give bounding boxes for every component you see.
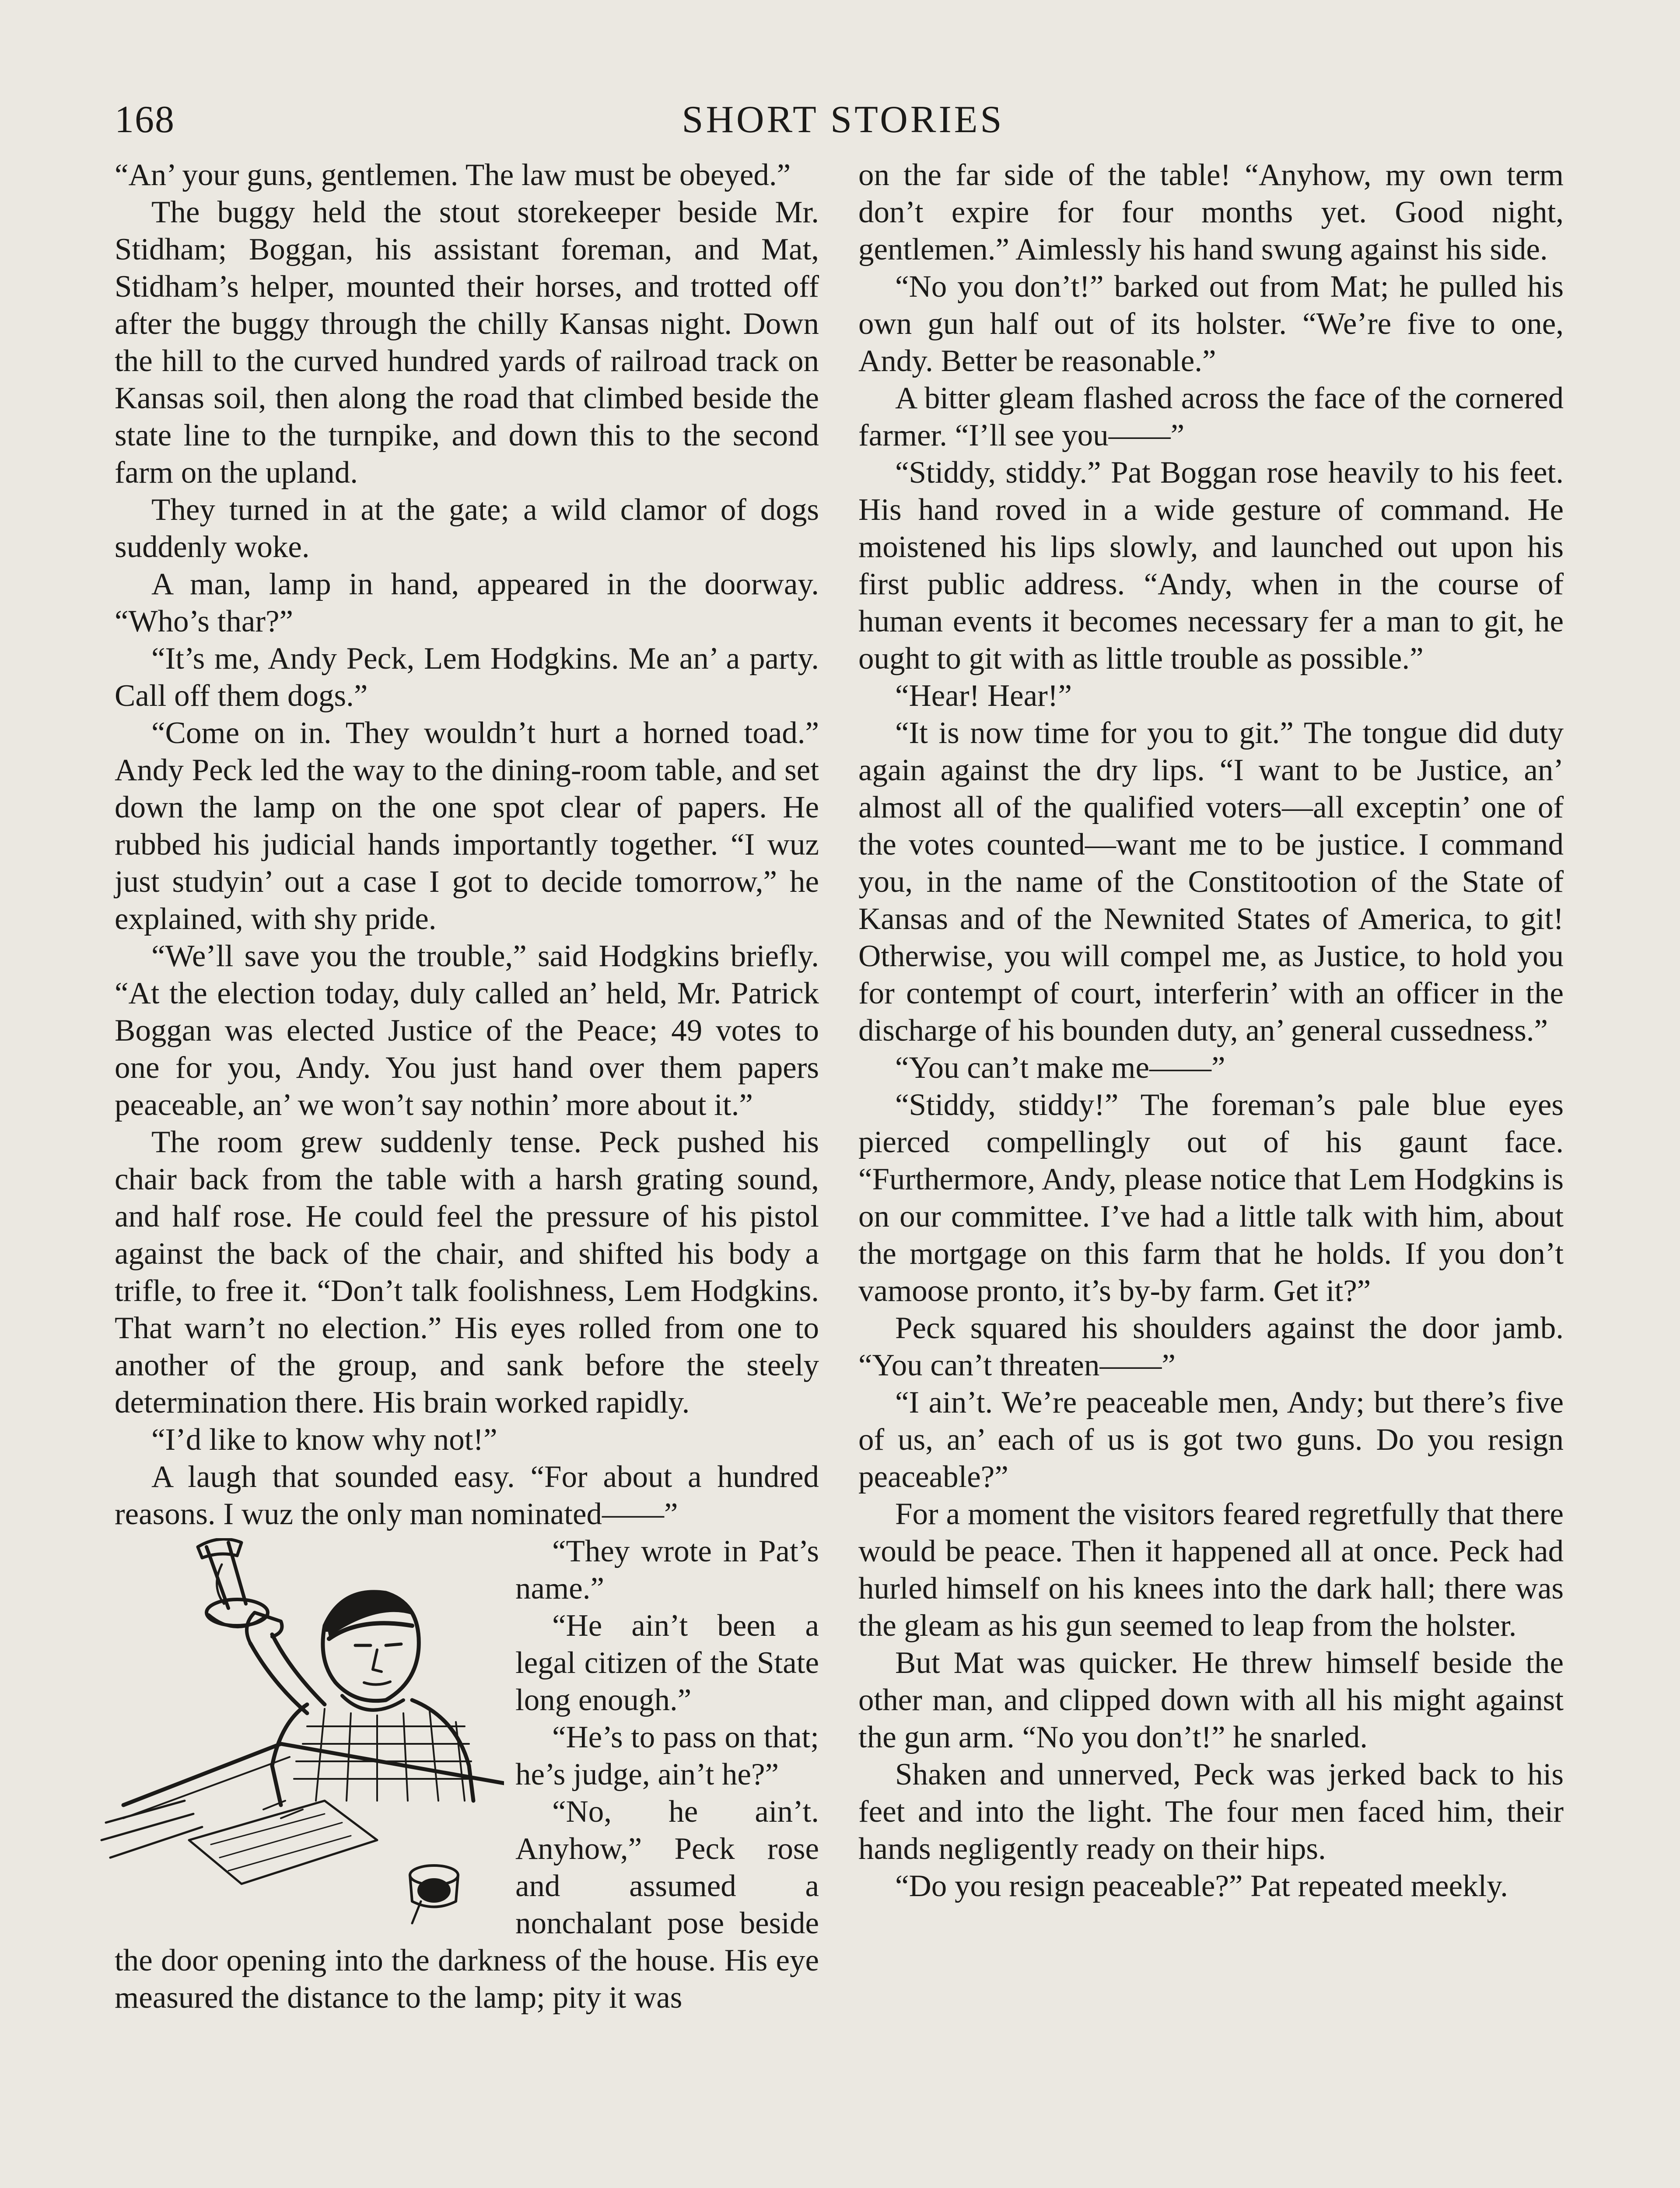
left-column [115,157,819,2188]
paragraph: “No, he ain’t. Anyhow,” Peck rose and assumed a nonchalant pose beside the door opening into the darkness of the house. His eye measured the distance to the lamp; pity it was [115,1795,819,2015]
paragraph: “An’ your guns, gentlemen. The law must be obeyed.” [115,158,791,192]
paragraph: A laugh that sounded easy. “For about a hundred reasons. I wuz the only man nominated——” [115,1460,819,1531]
paragraph: “Do you resign peaceable?” Pat repeated meekly. [895,1869,1508,1903]
paragraph: “No you don’t!” barked out from Mat; he pulled his own gun half out of its holster. “We’re five to one, Andy. Better be reasonable.” [858,270,1564,378]
paragraph: “It is now time for you to git.” The tongue did duty again against the dry lips. “I want to be Justice, an’ almost all of the qualified voters—all exceptin’ one of the votes counted—want me to be justice. I command you, in the name of the Constitootion of the State of Kansas and of the Newnited States of America, to git! Otherwise, you will compel me, as Justice, to hold you for contempt of court, interferin’ with an officer in the discharge of his bounden duty, an’ general cussedness.” [858,716,1564,1048]
paragraph: A man, lamp in hand, appeared in the doorway. “Who’s thar?” [115,567,819,638]
paragraph: “Stiddy, stiddy.” Pat Boggan rose heavily to his feet. His hand roved in a wide gesture of command. He moistened his lips slowly, and launched out upon his first public address. “Andy, when in the course of human events it becomes necessary fer a man to git, he ought to git with as little trouble as possible.” [858,456,1564,676]
right-column [858,157,1564,2188]
paragraph: They turned in at the gate; a wild clamor of dogs suddenly woke. [115,493,819,564]
paragraph: “Come on in. They wouldn’t hurt a horned toad.” Andy Peck led the way to the dining-room table, and set down the lamp on the one spot clear of papers. He rubbed his judicial hands importantly together. “I wuz just studyin’ out a case I got to decide tomorrow,” he explained, with shy pride. [115,716,819,936]
paragraph: “Hear! Hear!” [895,679,1072,713]
paragraph: Shaken and unnerved, Peck was jerked back to his feet and into the light. The four men faced him, their hands negligently ready on their hips. [858,1757,1564,1866]
paragraph: “I ain’t. We’re peaceable men, Andy; but there’s five of us, an’ each of us is got two guns. Do you resign peaceable?” [858,1385,1564,1494]
paragraph: “We’ll save you the trouble,” said Hodgkins briefly. “At the election today, duly called an’ held, Mr. Patrick Boggan was elected Justice of the Peace; 49 votes to one for you, Andy. You just hand over them papers peaceable, an’ we won’t say nothin’ more about it.” [115,939,819,1122]
paragraph: The buggy held the stout storekeeper beside Mr. Stidham; Boggan, his assistant foreman, and Mat, Stidham’s helper, mounted their horses, and trotted off after the buggy through the chilly Kansas night. Down the hill to the curved hundred yards of railroad track on Kansas soil, then along the road that climbed beside the state line to the turnpike, and down this to the second farm on the upland. [115,195,819,490]
paragraph: “He’s to pass on that; he’s judge, ain’t he?” [515,1720,819,1792]
paragraph: “He ain’t been a legal citizen of the State long enough.” [515,1609,819,1717]
paragraph: “They wrote in Pat’s name.” [515,1534,819,1606]
running-title: SHORT STORIES [682,98,1004,141]
page-number: 168 [115,98,175,141]
paragraph: Peck squared his shoulders against the door jamb. “You can’t threaten——” [858,1311,1564,1382]
paragraph: “Stiddy, stiddy!” The foreman’s pale blue eyes pierced compellingly out of his gaunt face. “Furthermore, Andy, please notice that Lem Hodgkins is on our committee. I’ve had a little talk with him, about the mortgage on this farm that he holds. If you don’t vamoose pronto, it’s by-by farm. Get it?” [858,1088,1564,1308]
paragraph: “I’d like to know why not!” [151,1423,497,1457]
paragraph: For a moment the visitors feared regretfully that there would be peace. Then it happened all at once. Peck had hurled himself on his knees into the dark hall; there was the gleam as his gun seemed to leap from the holster. [858,1497,1564,1643]
paragraph: “It’s me, Andy Peck, Lem Hodgkins. Me an’ a party. Call off them dogs.” [115,642,819,713]
paragraph: A bitter gleam flashed across the face of the cornered farmer. “I’ll see you——” [858,381,1564,452]
illustration-man-with-lamp [97,1538,504,1928]
paragraph: But Mat was quicker. He threw himself beside the other man, and clipped down with all his might against the gun arm. “No you don’t!” he snarled. [858,1646,1564,1754]
paragraph: on the far side of the table! “Anyhow, my own term don’t expire for four months yet. Good night, gentlemen.” Aimlessly his hand swung against his side. [858,158,1564,266]
paragraph: “You can’t make me——” [895,1051,1225,1085]
page-header [115,90,1572,147]
paragraph: The room grew suddenly tense. Peck pushed his chair back from the table with a harsh grating sound, and half rose. He could feel the pressure of his pistol against the back of the chair, and shifted his body a trifle, to free it. “Don’t talk foolishness, Lem Hodgkins. That warn’t no election.” His eyes rolled from one to another of the group, and sank before the steely determination there. His brain worked rapidly. [115,1125,819,1420]
